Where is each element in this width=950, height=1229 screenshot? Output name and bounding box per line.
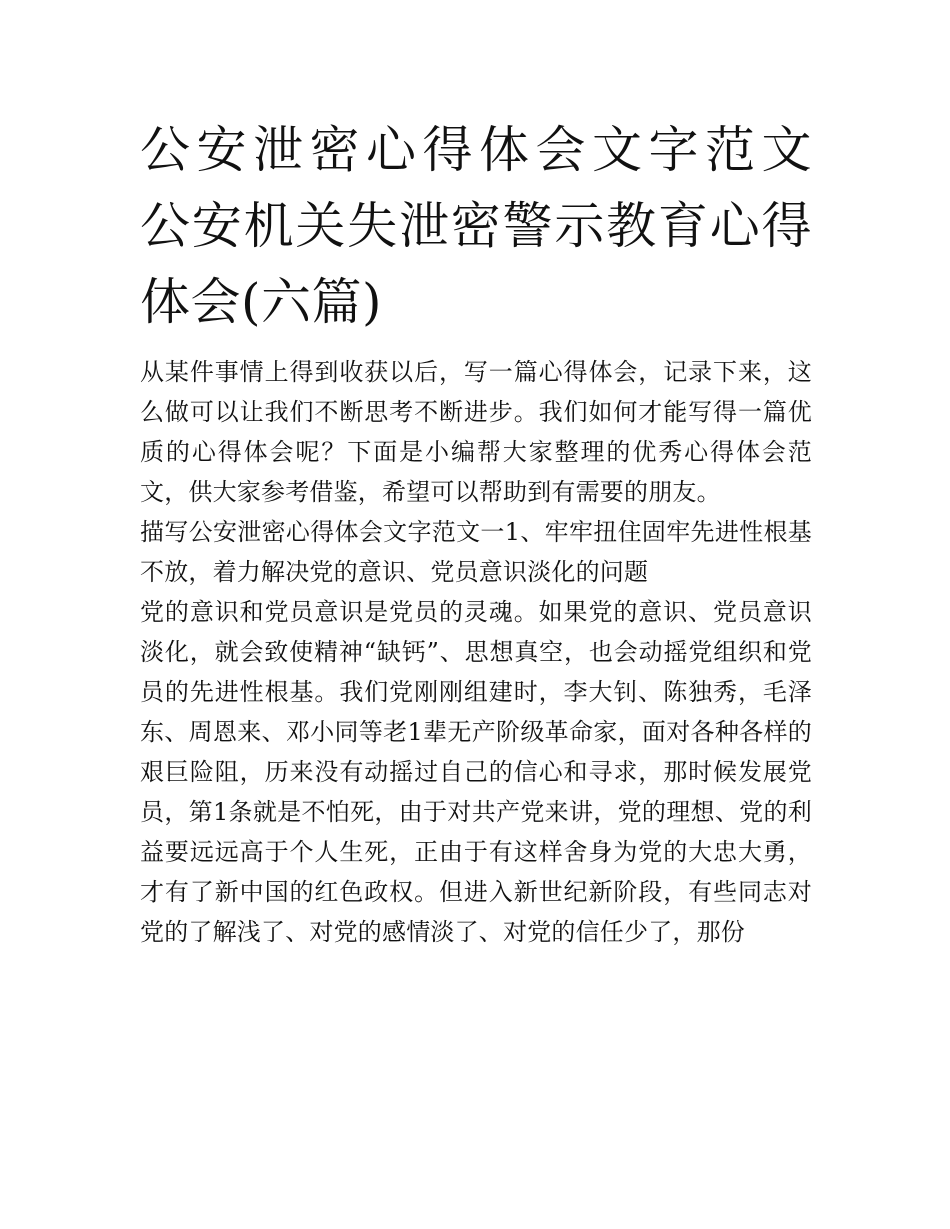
document-page — [140, 112, 812, 952]
section-heading: 描写公安泄密心得体会文字范文一1、牢牢扭住固牢先进性根基不放，着力解决党的意识、党员意识淡化的问题 — [140, 518, 812, 586]
body-paragraph: 党的意识和党员意识是党员的灵魂。如果党的意识、党员意识淡化，就会致使精神“缺钙”、思想真空，也会动摇党组织和党员的先进性根基。我们党刚刚组建时，李大钊、陈独秀，毛泽东、周恩来、邓小同等老1辈无产阶级革命家，面对各种各样的艰巨险阻，历来没有动摇过自己的信心和寻求，那时候发展党员，第1条就是不怕死，由于对共产党来讲，党的理想、党的利益要远远高于个人生死，正由于有这样舍身为党的大忠大勇，才有了新中国的红色政权。但进入新世纪新阶段，有些同志对党的了解浅了、对党的感情淡了、对党的信任少了，那份 — [140, 598, 812, 946]
intro-paragraph: 从某件事情上得到收获以后，写一篇心得体会，记录下来，这么做可以让我们不断思考不断进步。我们如何才能写得一篇优质的心得体会呢？下面是小编帮大家整理的优秀心得体会范文，供大家参考借鉴，希望可以帮助到有需要的朋友。 — [140, 358, 812, 506]
document-title: 公安泄密心得体会文字范文 公安机关失泄密警示教育心得体会(六篇) — [140, 121, 812, 331]
